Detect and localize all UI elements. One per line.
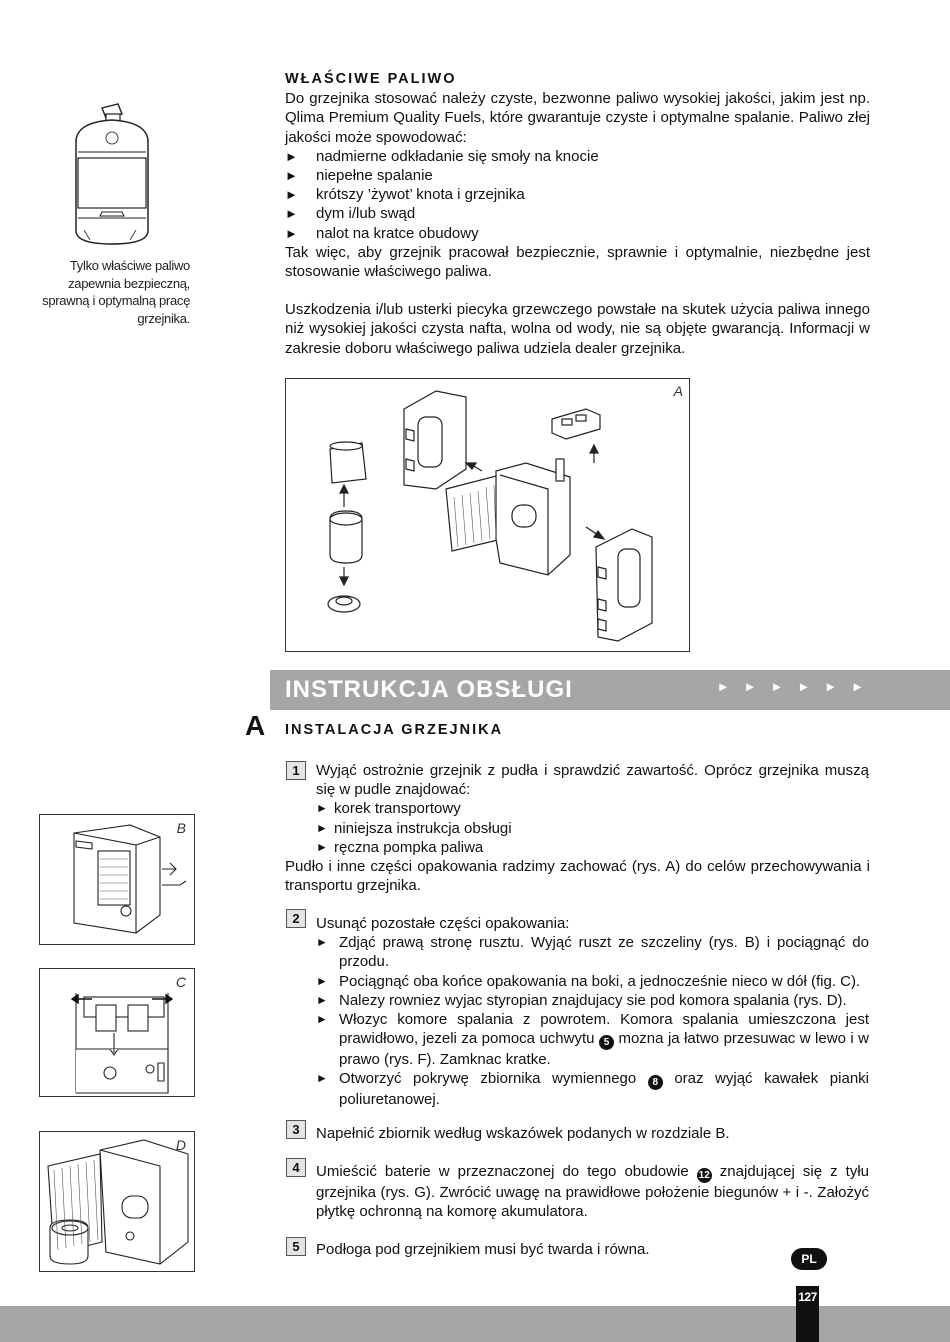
step-number: 5 <box>286 1237 306 1256</box>
language-badge: PL <box>791 1248 827 1270</box>
part-number-badge: 5 <box>599 1035 614 1050</box>
list-item: ► dym i/lub swąd <box>285 205 416 223</box>
step-3-text: Napełnić zbiornik według wskazówek podanych w rozdziale B. <box>316 1125 730 1142</box>
banner-title: INSTRUKCJA OBSŁUGI <box>285 676 573 703</box>
figure-d-label: D <box>175 1137 186 1153</box>
fuel-warranty: Uszkodzenia i/lub usterki piecyka grzewczego powstałe na skutek użycia paliwa innego niż wysokiej jakości czysta nafta, wolna od wody, nie są objęte gwarancją. Informacji w zakresie doboru właściwego paliwa udziela dealer grzejnika. <box>285 301 870 357</box>
fuel-intro: Do grzejnika stosować należy czyste, bezwonne paliwo wysokiej jakości, jakim jest np. Qlima Premium Quality Fuels, które gwarantuje czyste i optymalne spalanie. Paliwo złej jakości może spowodować: <box>285 90 870 146</box>
figure-a-drawing <box>286 379 689 651</box>
list-item: ► korek transportowy <box>316 800 461 818</box>
list-item: ► Otworzyć pokrywę zbiornika wymiennego 8 oraz wyjąć kawałek pianki poliuretanowej. <box>316 1070 869 1109</box>
figure-a-unpacking <box>285 378 690 652</box>
chapter-letter: A <box>245 710 266 741</box>
step-1-after: Pudło i inne części opakowania radzimy zachować (rys. A) do celów przechowywania i transportu grzejnika. <box>285 858 870 895</box>
list-item: ► Włozyc komore spalania z powrotem. Komora spalania umieszczona jest prawidłowo, jezeli za pomoca uchwytu 5 mozna ja łatwo przesuwac w lewo i w prawo (rys. F). Zamknac kratke. <box>316 1011 870 1069</box>
step-5-text: Podłoga pod grzejnikiem musi być twarda i równa. <box>316 1241 650 1258</box>
list-item: ► niniejsza instrukcja obsługi <box>316 819 512 837</box>
page-number-tab <box>796 1286 819 1342</box>
page-number: 127 <box>798 1290 817 1304</box>
figure-a-label: A <box>673 383 683 399</box>
figure-c <box>39 968 195 1097</box>
step-1 <box>316 761 869 857</box>
step-4-text: Umieścić baterie w przeznaczonej do tego obudowie 12 znajdującej się z tyłu grzejnika (rys. G). Zwrócić uwagę na prawidłowe położenie biegunów + i -. Założyć płytkę ochronną na komorę akumulatora. <box>316 1163 870 1221</box>
banner-arrows: ►►►►►► <box>716 679 878 694</box>
list-item: ► nalot na kratce obudowy <box>285 224 479 242</box>
figure-d <box>39 1131 195 1272</box>
figure-c-drawing <box>40 969 194 1096</box>
fuel-caption: Tylko właściwe paliwo zapewnia bezpieczną, sprawną i optymalną pracę grzejnika. <box>42 258 190 326</box>
figure-b-label: B <box>176 820 186 836</box>
step-number: 2 <box>286 909 306 928</box>
figure-b <box>39 814 195 945</box>
list-item: ► ręczna pompka paliwa <box>316 838 484 856</box>
step-number: 1 <box>286 761 306 780</box>
fuel-conclusion: Tak więc, aby grzejnik pracował bezpiecznie, sprawnie i optymalnie, niezbędne jest stosowanie właściwego paliwa. <box>285 243 870 281</box>
list-item: ► Zdjąć prawą stronę rusztu. Wyjąć ruszt ze szczeliny (rys. B) i pociągnąć do przodu. <box>316 934 869 971</box>
list-item: ► niepełne spalanie <box>285 167 433 185</box>
list-item: ► krótszy ’żywot’ knota i grzejnika <box>285 186 525 204</box>
fuel-heading: WŁAŚCIWE PALIWO <box>285 71 457 87</box>
section-banner <box>270 670 950 710</box>
part-number-badge: 8 <box>648 1075 663 1090</box>
figure-c-label: C <box>175 974 186 990</box>
step-1-text: Wyjąć ostrożnie grzejnik z pudła i sprawdzić zawartość. Oprócz grzejnika muszą się w pudle znajdować: <box>316 762 869 799</box>
fuel-section <box>285 70 870 358</box>
list-item: ► nadmierne odkładanie się smoły na knocie <box>285 147 599 165</box>
step-number: 4 <box>286 1158 306 1177</box>
figure-b-drawing <box>40 815 194 944</box>
install-heading: INSTALACJA GRZEJNIKA <box>285 722 504 738</box>
figure-d-drawing <box>40 1132 194 1271</box>
part-number-badge: 12 <box>698 1170 710 1181</box>
step-2-text: Usunąć pozostałe części opakowania: <box>316 915 570 932</box>
list-item: ► Pociągnąć oba końce opakowania na boki, a jednocześnie nieco w dół (fig. C). <box>316 972 861 990</box>
list-item: ► Nalezy rowniez wyjac styropian znajdujacy sie pod komora spalania (rys. D). <box>316 991 847 1009</box>
step-2 <box>316 914 869 1110</box>
step-number: 3 <box>286 1120 306 1139</box>
fuel-can-illustration <box>66 100 156 250</box>
